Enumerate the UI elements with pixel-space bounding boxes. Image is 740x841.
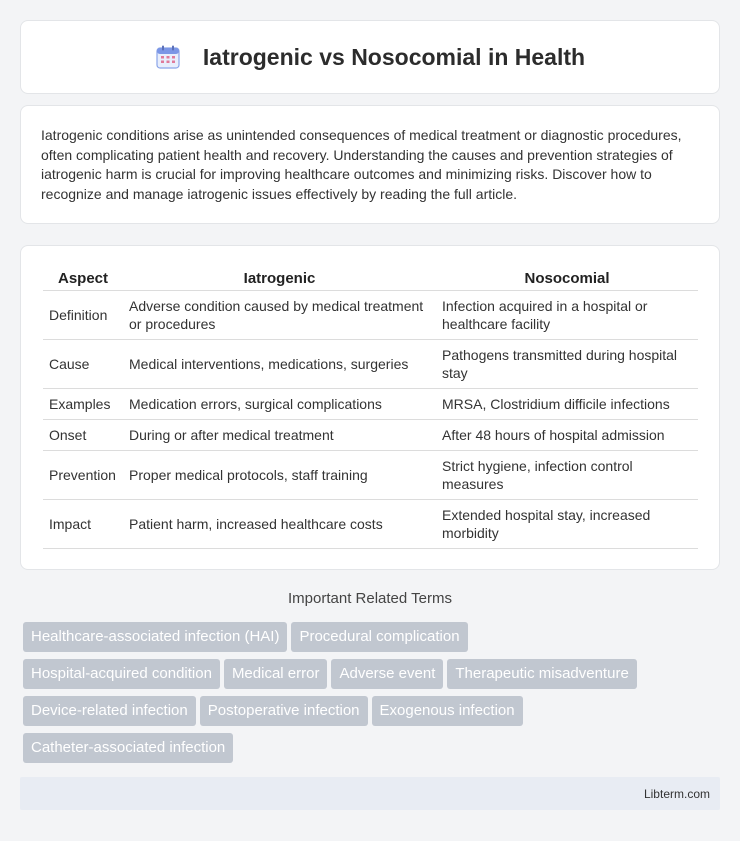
related-term-tag[interactable]: Exogenous infection [372, 696, 523, 726]
table-cell-iatrogenic: Medication errors, surgical complications [123, 389, 436, 420]
table-cell-nosocomial: After 48 hours of hospital admission [436, 420, 698, 451]
table-cell-aspect: Cause [43, 340, 123, 389]
table-cell-iatrogenic: During or after medical treatment [123, 420, 436, 451]
column-header-aspect: Aspect [43, 266, 123, 291]
table-row [43, 451, 698, 500]
table-cell-iatrogenic: Medical interventions, medications, surgeries [123, 340, 436, 389]
table-header-row [43, 266, 698, 291]
table-cell-iatrogenic: Adverse condition caused by medical treatment or procedures [123, 291, 436, 340]
related-term-tag[interactable]: Procedural complication [291, 622, 467, 652]
calendar-icon [155, 44, 181, 70]
related-term-tag[interactable]: Healthcare-associated infection (HAI) [23, 622, 287, 652]
table-row [43, 500, 698, 549]
related-terms-list [23, 622, 703, 770]
related-term-tag[interactable]: Hospital-acquired condition [23, 659, 220, 689]
related-term-tag[interactable]: Device-related infection [23, 696, 196, 726]
page-title: Iatrogenic vs Nosocomial in Health [202, 43, 586, 70]
table-cell-aspect: Examples [43, 389, 123, 420]
comparison-table [43, 266, 698, 549]
related-term-tag[interactable]: Postoperative infection [200, 696, 368, 726]
column-header-iatrogenic: Iatrogenic [123, 266, 436, 291]
intro-text: Iatrogenic conditions arise as unintended consequences of medical treatment or diagnostic procedures, often complicating patient health and recovery. Understanding the causes and prevention strategies of iatrogenic harm is crucial for improving healthcare outcomes and minimizing risks. Discover how to recognize and manage iatrogenic issues effectively by reading the full article. [41, 127, 682, 202]
related-term-tag[interactable]: Therapeutic misadventure [447, 659, 636, 689]
table-cell-nosocomial: Strict hygiene, infection control measures [436, 451, 698, 500]
table-cell-nosocomial: Infection acquired in a hospital or healthcare facility [436, 291, 698, 340]
table-row [43, 340, 698, 389]
table-row [43, 291, 698, 340]
table-cell-aspect: Prevention [43, 451, 123, 500]
header-card [20, 20, 720, 94]
comparison-table-card [20, 245, 720, 570]
table-cell-aspect: Definition [43, 291, 123, 340]
table-cell-nosocomial: Pathogens transmitted during hospital stay [436, 340, 698, 389]
table-row [43, 389, 698, 420]
intro-card [20, 105, 720, 224]
related-term-tag[interactable]: Medical error [224, 659, 328, 689]
table-cell-iatrogenic: Proper medical protocols, staff training [123, 451, 436, 500]
related-term-tag[interactable]: Adverse event [331, 659, 443, 689]
table-row [43, 420, 698, 451]
table-cell-aspect: Onset [43, 420, 123, 451]
table-cell-aspect: Impact [43, 500, 123, 549]
table-cell-nosocomial: MRSA, Clostridium difficile infections [436, 389, 698, 420]
table-cell-nosocomial: Extended hospital stay, increased morbidity [436, 500, 698, 549]
column-header-nosocomial: Nosocomial [436, 266, 698, 291]
footer-site-link[interactable]: Libterm.com [643, 786, 710, 801]
related-terms-title: Important Related Terms [288, 590, 452, 607]
related-term-tag[interactable]: Catheter-associated infection [23, 733, 233, 763]
table-cell-iatrogenic: Patient harm, increased healthcare costs [123, 500, 436, 549]
footer [20, 777, 720, 810]
